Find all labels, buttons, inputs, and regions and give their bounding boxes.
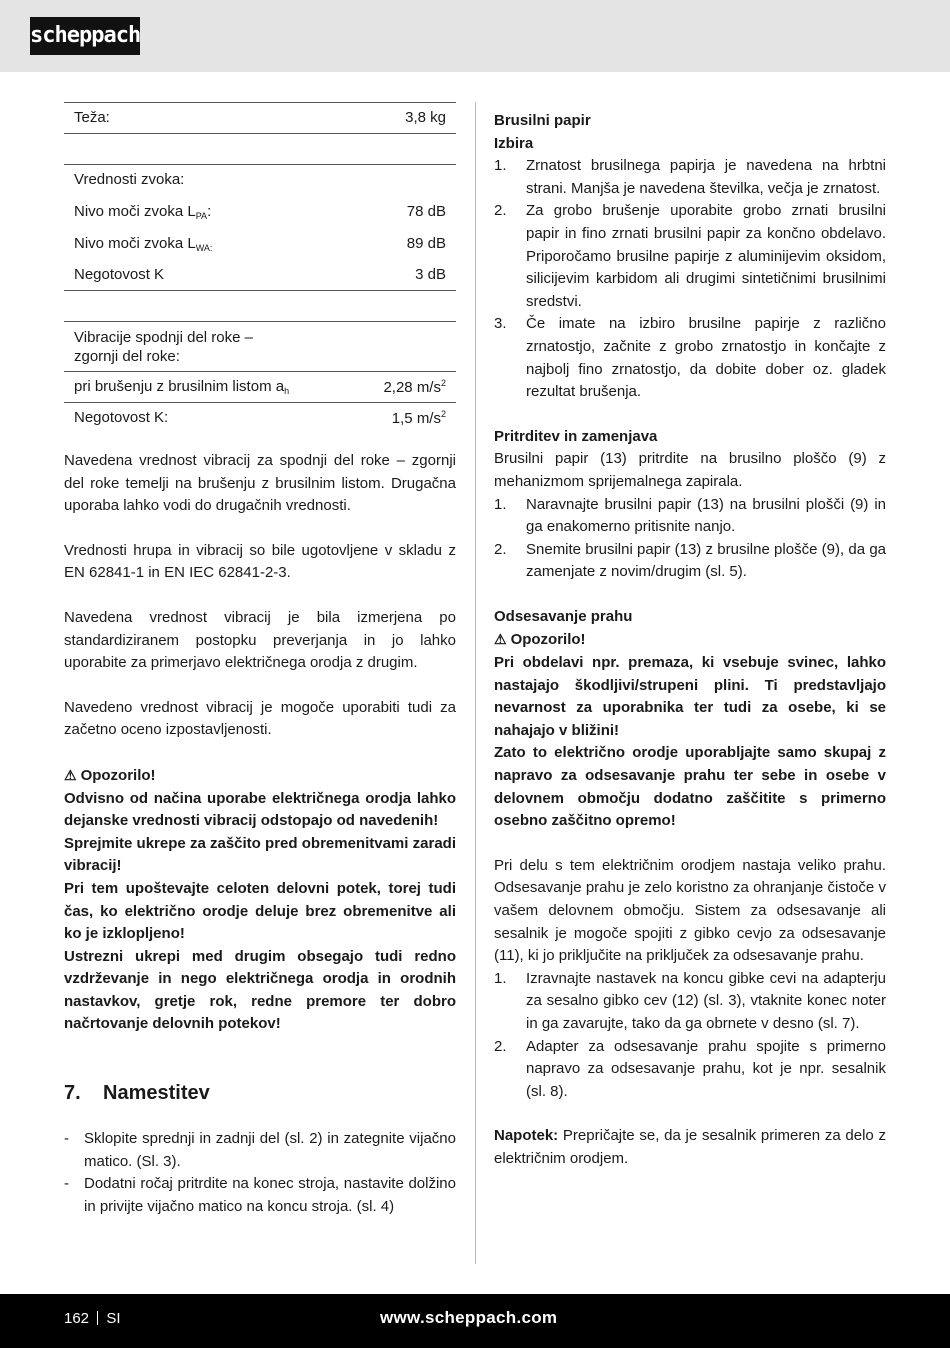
warning-icon: ⚠ (494, 631, 507, 648)
weight-value: 3,8 kg (405, 109, 446, 126)
list-item: 2. Za grobo brušenje uporabite grobo zrnati brusilni papir in fino zrnati brusilni papir za končno obdelavo. Priporočamo brusilne papirje z aluminijevim oksidom, silicijevim karbidom ali drugimi sintetičnimi brusilnimi sredstvi. (494, 202, 886, 310)
warning-text: Pri obdelavi npr. premaza, ki vsebuje svinec, lahko nastajajo škodljivi/strupeni plini. Ti predstavljajo nevarnost za uporabnika ter tudi za osebe, ki se nahajajo v bližini! (494, 654, 886, 739)
table-rule (64, 290, 456, 291)
header-bar (0, 0, 950, 72)
ah-value: 2,28 $m/s^2$ (383, 378, 446, 396)
attach-intro: Brusilni papir (13) pritrdite na brusilno ploščo (9) z mehanizmom sprijemalnega zapirala. (494, 450, 886, 490)
table-rule (64, 371, 456, 372)
table-rule (64, 321, 456, 322)
lpa-value: 78 dB (406, 203, 446, 220)
weight-label: Teža: (74, 109, 110, 126)
lpa-label: Nivo moči zvoka $L_{PA}$: (74, 203, 212, 221)
list-item: 1. Naravnajte brusilni papir (13) na brusilni plošči (9) in ga enakomerno pritisnite nanjo. (494, 495, 886, 536)
footer-bar (0, 1294, 950, 1348)
noise-heading: Vrednosti zvoka: (74, 171, 185, 188)
kv-value: 1,5 $m/s^2$ (391, 409, 446, 427)
table-rule (64, 102, 456, 103)
measurement-paragraph: Navedena vrednost vibracij je bila izmerjena po standardiziranem postopku preverjanja in jo lahko uporabite za primerjavo električnega orodja z drugim. (64, 608, 456, 672)
list-item: 2. Snemite brusilni papir (13) z brusilne plošče (9), da ga zamenjate z novim/drugim (sl. 5). (494, 540, 886, 581)
lwa-label: Nivo moči zvoka $L_{WA:}$ (74, 235, 213, 253)
standards-paragraph: Vrednosti hrupa in vibracij so bile ugotovljene v skladu z EN 62841-1 in EN IEC 62841-2-3. (64, 541, 456, 582)
exposure-paragraph: Navedeno vrednost vibracij je mogoče uporabiti tudi za začetno oceno izpostavljenosti. (64, 698, 456, 739)
warning-text: Ustrezni ukrepi med drugim obsegajo tudi redno vzdrževanje in nego električnega orodja in orodnih nastavkov, gretje rok, redne premore ter dobro načrtovanje delovnih potekov! (64, 947, 456, 1033)
brand-logo[interactable]: scheppach (30, 17, 140, 55)
dust-paragraph: Pri delu s tem električnim orodjem nastaja veliko prahu. Odsesavanje prahu je zelo koristno za ohranjanje čistoče v vašem delovnem območju. Sistem za odsesavanje ali sesalnik je mogoče spojiti z gibko cevjo za odsesavanje (11), ki jo priključite na priključek za odsesavanje prahu. (494, 856, 886, 965)
attach-heading: Pritrditev in zamenjava (494, 427, 658, 445)
vibration-paragraph: Navedena vrednost vibracij za spodnji del roke – zgornji del roke temelji na brušenju z brusilnim listom. Drugačna uporaba lahko vodi do drugačnih vrednosti. (64, 452, 456, 515)
assembly-list (64, 1128, 456, 1218)
list-item: 2. Adapter za odsesavanje prahu spojite s primerno napravo za odsesavanje prahu, kot je npr. sesalnik (sl. 8). (494, 1037, 886, 1100)
left-column-text (64, 450, 456, 1036)
list-item: 3. Če imate na izbiro brusilne papirje z različno zrnatostjo, začnite z grobo zrnatostjo in končajte z najbolj fino zrnatostjo, da dobite dober oz. gladek rezultat brušenja. (494, 315, 886, 401)
k-label: Negotovost K (74, 266, 165, 283)
warning-text: Pri tem upoštevajte celoten delovni potek, torej tudi čas, ko električno orodje deluje brez obremenitve ali ko je izklopljeno! (64, 879, 456, 943)
list-item: 1. Izravnajte nastavek na koncu gibke cevi na adapterju za sesalno gibko cev (12) (sl. 3), vtaknite konec noter in ga zavarujte, tako da ga obrnete v desno (sl. 7). (494, 969, 886, 1032)
warning-heading: ⚠ Opozorilo! (494, 628, 886, 652)
list-item: 1. Zrnatost brusilnega papirja je navedena na hrbtni strani. Manjša je navedena številka, večja je zrnatost. (494, 157, 886, 197)
k-value: 3 dB (415, 266, 446, 283)
sandpaper-heading: Brusilni papir (494, 112, 591, 129)
table-rule (64, 164, 456, 165)
warning-icon: ⚠ (64, 766, 77, 783)
website-link[interactable]: www.scheppach.com (380, 1308, 558, 1327)
page-number: 162 SI (64, 1310, 121, 1327)
note-paragraph: Napotek: Prepričajte se, da je sesalnik primeren za delo z električnim orodjem. (494, 1127, 886, 1167)
right-column-text (494, 110, 886, 1171)
table-rule (64, 402, 456, 403)
kv-label: Negotovost K: (74, 409, 169, 426)
column-divider (475, 102, 476, 1264)
list-item: - Sklopite sprednji in zadnji del (sl. 2) in zategnite vijačno matico. (Sl. 3). (64, 1130, 456, 1170)
vib-heading: Vibracije spodnji del roke – zgornji del roke: (74, 329, 253, 365)
table-rule (64, 133, 456, 134)
dust-heading: Odsesavanje prahu (494, 607, 633, 625)
selection-subheading: Izbira (494, 134, 534, 152)
lwa-value: 89 dB (406, 235, 446, 252)
list-item: - Dodatni ročaj pritrdite na konec stroja, nastavite dolžino in privijte vijačno matico na koncu stroja. (sl. 4) (64, 1175, 456, 1215)
section-number: 7. (64, 1082, 81, 1104)
section-title: Namestitev (103, 1082, 210, 1104)
ah-label: pri brušenju z brusilnim listom $a_h$ (74, 378, 290, 396)
warning-heading: ⚠ Opozorilo! (64, 764, 456, 788)
warning-text: Sprejmite ukrepe za zaščito pred obremenitvami zaradi vibracij! (64, 834, 456, 875)
warning-text: Odvisno od načina uporabe električnega orodja lahko dejanske vrednosti vibracij odstopajo od navedenih! (64, 789, 456, 830)
warning-text: Zato to električno orodje uporabljajte samo skupaj z napravo za odsesavanje prahu ter sebe in osebe v delovnem območju dodatno zaščitite s primerno osebno zaščitno opremo! (494, 744, 886, 830)
